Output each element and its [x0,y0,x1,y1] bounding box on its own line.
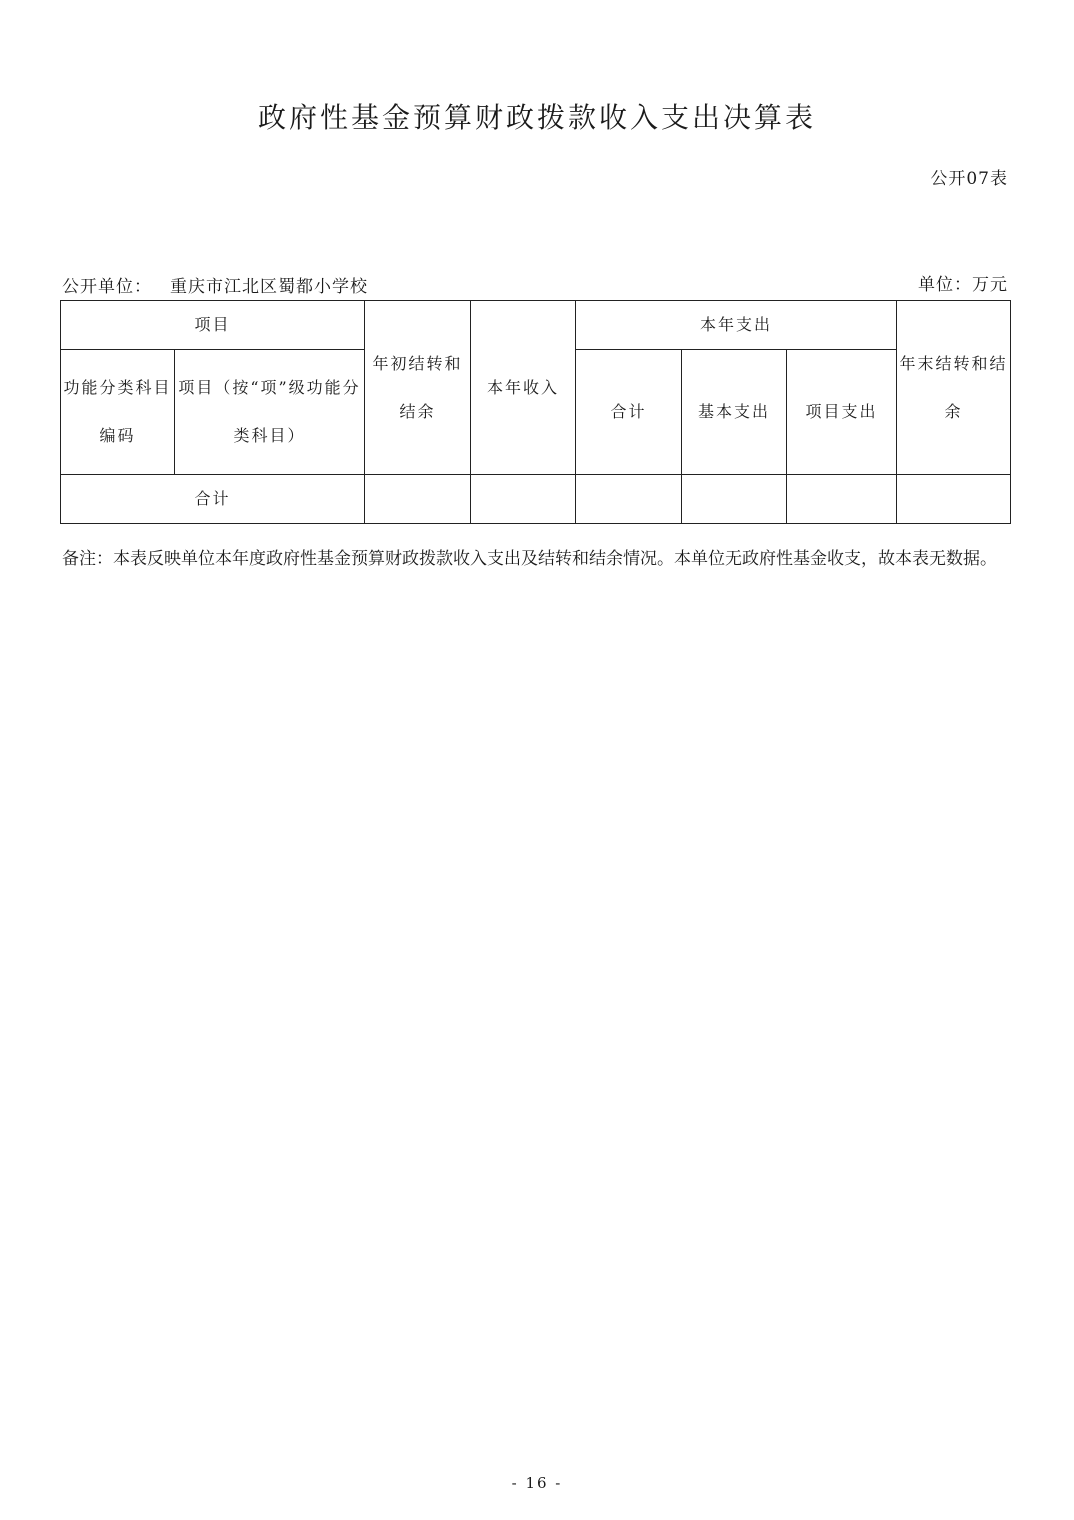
total-exp-basic [682,475,787,524]
header-exp-total: 合计 [576,350,682,475]
header-income: 本年收入 [471,301,576,475]
header-function-code: 功能分类科目编码 [61,350,175,475]
total-ending-balance [897,475,1011,524]
reporting-unit-label: 公开单位： [62,277,152,297]
page-title: 政府性基金预算财政拨款收入支出决算表 [257,101,816,134]
header-exp-project: 项目支出 [787,350,897,475]
total-beginning-balance [365,475,471,524]
total-label: 合计 [61,475,365,524]
header-expenditure: 本年支出 [576,301,897,350]
header-row-1 [61,301,1011,350]
page-number: - 16 - [511,1474,563,1492]
table-note: 备注：本表反映单位本年度政府性基金预算财政拨款收入支出及结转和结余情况。本单位无政府性基金收支，故本表无数据。 [62,549,997,569]
header-project: 项目 [61,301,365,350]
reporting-unit-name: 重庆市江北区蜀都小学校 [170,277,368,297]
money-unit: 单位：万元 [918,275,1008,295]
total-exp-total [576,475,682,524]
total-income [471,475,576,524]
header-beginning-balance: 年初结转和结余 [365,301,471,475]
total-row [61,475,1011,524]
header-ending-balance: 年末结转和结余 [897,301,1011,475]
total-exp-project [787,475,897,524]
header-exp-basic: 基本支出 [682,350,787,475]
reporting-unit-line [62,272,368,297]
fund-budget-table [60,300,1011,524]
table-code: 公开07表 [930,169,1008,189]
header-project-name: 项目（按“项”级功能分类科目） [175,350,365,475]
